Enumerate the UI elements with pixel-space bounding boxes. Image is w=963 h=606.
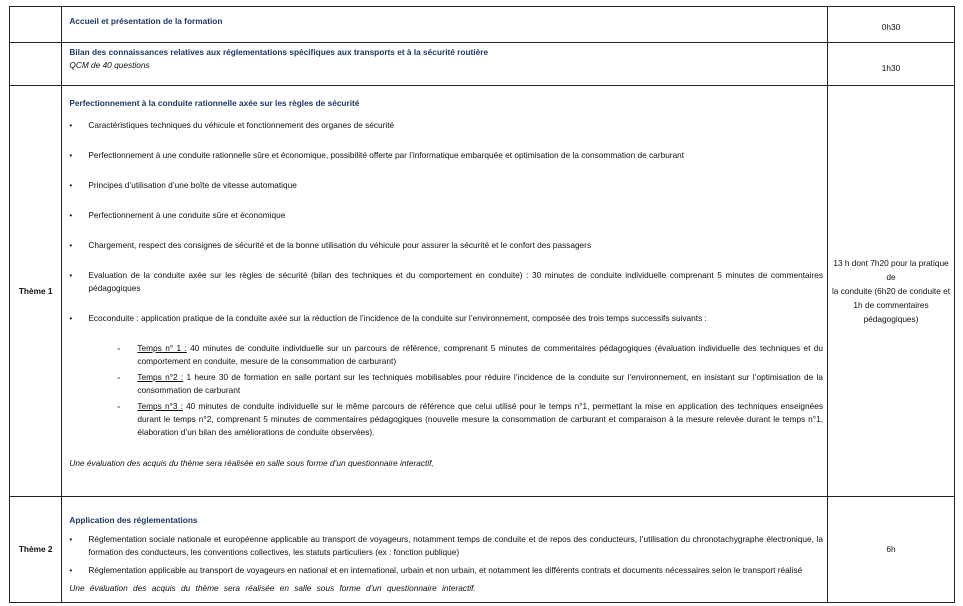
- theme-title: Application des réglementations: [69, 515, 198, 525]
- bullet-icon: •: [69, 181, 73, 190]
- theme-label: Thème 2: [10, 497, 62, 603]
- list-item: - Temps n°2 : 1 heure 30 de formation en salle portant sur les techniques mobilisables pour réduire l’incidence de la conduite sur l’environnement, en insistant sur l’optimisation de la consommation de carburant: [117, 372, 824, 395]
- theme2-bullets: [69, 533, 823, 577]
- temps-list: [69, 342, 823, 439]
- bullet-icon: •: [69, 121, 73, 130]
- list-item: • Perfectionnement à une conduite rationnelle sûre et économique, possibilité offerte par l’informatique embarquée et optimisation de la consommation de carburant: [69, 150, 685, 160]
- bullet-icon: •: [69, 535, 73, 544]
- list-item: • Réglementation sociale nationale et européenne applicable au transport de voyageurs, notamment temps de conduite et de repos des conducteurs, l’utilisation du chronotachygraphe électronique, la formation des conducteurs, les conventions collectives, les statuts particuliers (ex : fonction publique): [69, 534, 824, 557]
- row-content: [62, 7, 828, 43]
- row-theme2: [10, 497, 955, 603]
- dash-icon: -: [117, 401, 121, 411]
- evaluation-note: Une évaluation des acquis du thème sera réalisée en salle sous forme d’un questionnaire interactif.: [69, 583, 476, 593]
- row-subtitle: QCM de 40 questions: [69, 60, 150, 70]
- list-item: • Ecoconduite : application pratique de la conduite axée sur la réduction de l’incidence de la conduite sur l’environnement, composée des trois temps successifs suivants :: [69, 313, 707, 323]
- list-item: • Caractéristiques techniques du véhicule et fonctionnement des organes de sécurité: [69, 120, 395, 130]
- bullet-icon: •: [69, 211, 73, 220]
- row-label-empty: [10, 7, 62, 43]
- row-content: [62, 86, 828, 497]
- list-item: • Perfectionnement à une conduite sûre et économique: [69, 210, 286, 220]
- theme-label: Thème 1: [10, 86, 62, 497]
- evaluation-note: Une évaluation des acquis du thème sera réalisée en salle sous forme d’un questionnaire interactif,: [69, 458, 434, 468]
- list-item: • Evaluation de la conduite axée sur les règles de sécurité (bilan des techniques et du comportement en conduite) : 30 minutes de conduite individuelle comprenant 5 minutes de commentaires pédagogiques: [69, 270, 824, 293]
- bullet-icon: •: [69, 566, 73, 575]
- row-title: Accueil et présentation de la formation: [69, 16, 223, 26]
- list-item: • Chargement, respect des consignes de sécurité et de la bonne utilisation du véhicule pour assurer la sécurité et le confort des passagers: [69, 240, 592, 250]
- list-item: • Principes d’utilisation d’une boîte de vitesse automatique: [69, 180, 297, 190]
- bullet-icon: •: [69, 241, 73, 250]
- row-bilan: [10, 43, 955, 86]
- bullet-icon: •: [69, 271, 73, 280]
- row-duration: 6h: [828, 497, 955, 603]
- theme1-bullets: [69, 119, 823, 325]
- dash-icon: -: [117, 372, 121, 382]
- list-item: • Réglementation applicable au transport de voyageurs en national et en international, urbain et non urbain, et notamment les différents contrats et documents nécessaires selon le transport réalisé: [69, 565, 803, 575]
- formation-table: [9, 6, 955, 603]
- theme-title: Perfectionnement à la conduite rationnelle axée sur les règles de sécurité: [69, 98, 360, 108]
- row-title: Bilan des connaissances relatives aux réglementations spécifiques aux transports et à la sécurité routière: [69, 47, 489, 57]
- bullet-icon: •: [69, 151, 73, 160]
- row-duration: 1h30: [828, 43, 955, 86]
- list-item: - Temps n°3 : 40 minutes de conduite individuelle sur le même parcours de référence que celui utilisé pour le temps n°1, permettant la mise en application des techniques enseignées durant le temps n°2, comprenant 5 minutes de commentaires pédagogiques (nouvelle mesure la consommation de carburant et comparaison à la mesure relevée durant le temps n°1, élaboration d’un bilan des améliorations de conduite observées).: [117, 401, 824, 437]
- dash-icon: -: [117, 343, 121, 353]
- row-content: [62, 497, 828, 603]
- row-duration: 13 h dont 7h20 pour la pratique de la conduite (6h20 de conduite et 1h de commentaires pédagogiques): [828, 86, 955, 497]
- row-accueil: [10, 7, 955, 43]
- row-theme1: [10, 86, 955, 497]
- row-content: [62, 43, 828, 86]
- row-label-empty: [10, 43, 62, 86]
- list-item: - Temps n° 1 : 40 minutes de conduite individuelle sur un parcours de référence, comprenant 5 minutes de commentaires pédagogiques (évaluation individuelle des techniques et du comportement en conduite, mesure de la consommation de carburant): [117, 343, 824, 366]
- bullet-icon: •: [69, 314, 73, 323]
- row-duration: 0h30: [828, 7, 955, 43]
